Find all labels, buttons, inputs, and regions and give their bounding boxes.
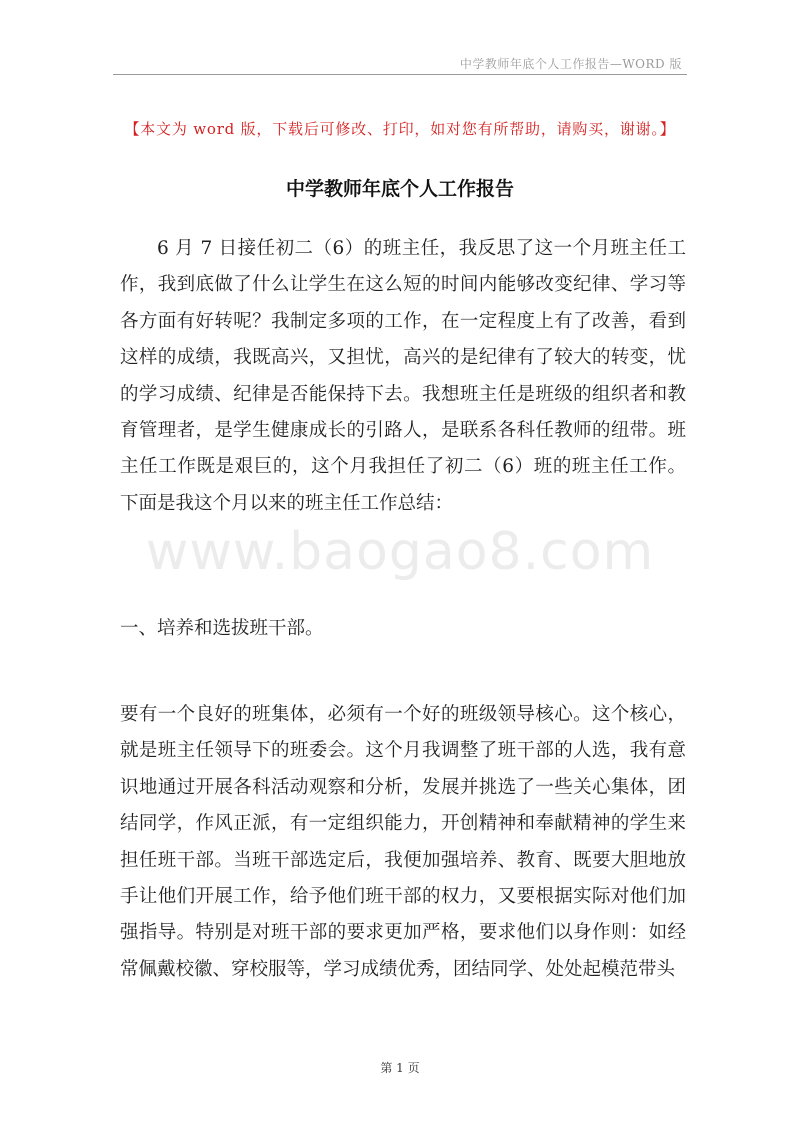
document-title: 中学教师年底个人工作报告 — [285, 178, 514, 200]
page-number: 第 1 页 — [380, 1061, 420, 1075]
body-paragraph-cadre: 要有一个良好的班集体，必须有一个好的班级领导核心。这个核心，就是班主任领导下的班委会。这个月我调整了班干部的人选，我有意识地通过开展各科活动观察和分析，发展并挑选了一些关心集体，团结同学，作风正派，有一定组织能力，开创精神和奉献精神的学生来担任班干部。当班干部选定后，我便加强培养、教育、既要大胆地放手让他们开展工作，给予他们班干部的权力，又要根据实际对他们加强指导。特别是对班干部的要求更加严格，要求他们以身作则：如经常佩戴校徽、穿校服等，学习成绩优秀，团结同学、处处起模范带头 — [120, 704, 686, 980]
download-notice: 【本文为 word 版，下载后可修改、打印，如对您有所帮助，请购买，谢谢。】 — [124, 120, 676, 138]
running-header: 中学教师年底个人工作报告—WORD 版 — [459, 57, 682, 71]
body-paragraph-intro: 6 月 7 日接任初二（6）的班主任，我反思了这一个月班主任工作，我到底做了什么让学生在这么短的时间内能够改变纪律、学习等各方面有好转呢？我制定多项的工作，在一定程度上有了改善，看到这样的成绩，我既高兴，又担忧，高兴的是纪律有了较大的转变，忧的学习成绩、纪律是否能保持下去。我想班主任是班级的组织者和教育管理者，是学生健康成长的引路人，是联系各科任教师的纽带。班主任工作既是艰巨的，这个月我担任了初二（6）班的班主任工作。下面是我这个月以来的班主任工作总结： — [120, 238, 686, 514]
section-heading-1: 一、培养和选拔班干部。 — [120, 618, 324, 639]
watermark-text: www.baogao8.com — [145, 522, 655, 582]
header-divider — [113, 74, 687, 75]
